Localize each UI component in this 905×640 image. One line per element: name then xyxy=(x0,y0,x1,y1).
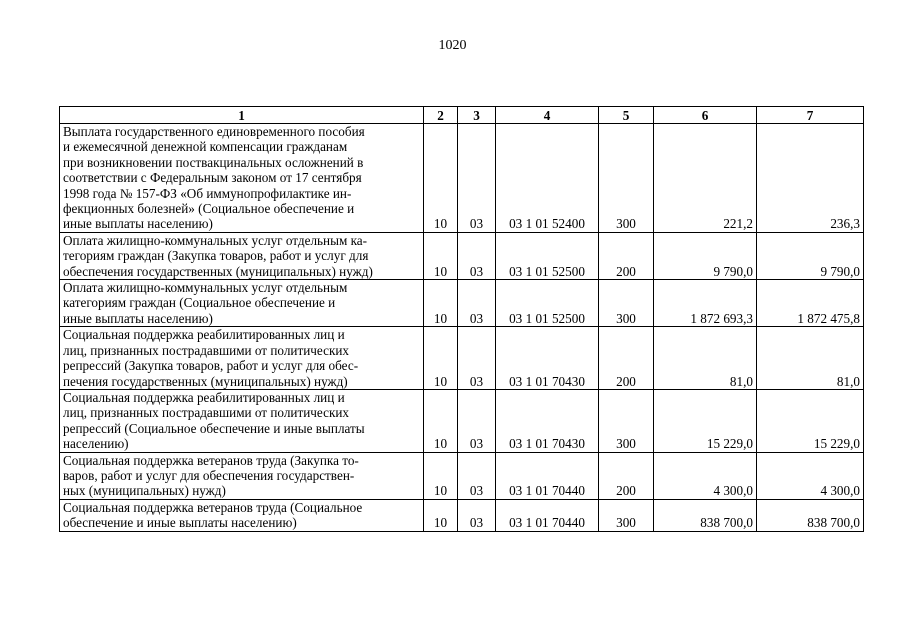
row-amount-col6: 4 300,0 xyxy=(654,452,757,499)
row-expense-type: 300 xyxy=(599,280,654,327)
row-expense-type: 300 xyxy=(599,389,654,452)
table-row xyxy=(60,389,864,452)
row-subsection: 03 xyxy=(458,499,496,531)
table-row xyxy=(60,499,864,531)
table-header-row xyxy=(60,107,864,124)
column-header-2: 2 xyxy=(424,107,458,124)
row-target-code: 03 1 01 70440 xyxy=(496,452,599,499)
table-row xyxy=(60,124,864,233)
row-section: 10 xyxy=(424,389,458,452)
page-number: 1020 xyxy=(438,38,467,53)
column-header-5: 5 xyxy=(599,107,654,124)
row-description: Социальная поддержка реабилитированных лиц и лиц, признанных пострадавшими от политических репрессий (Закупка товаров, работ и услуг для обес- печения государственных (муниципальных) нужд) xyxy=(60,327,424,390)
row-subsection: 03 xyxy=(458,280,496,327)
row-description: Социальная поддержка ветеранов труда (Социальное обеспечение и иные выплаты населению) xyxy=(60,499,424,531)
row-description: Оплата жилищно-коммунальных услуг отдельным ка- тегориям граждан (Закупка товаров, работ и услуг для обеспечения государственных (муниципальных) нужд) xyxy=(60,232,424,279)
row-amount-col7: 81,0 xyxy=(757,327,864,390)
row-target-code: 03 1 01 70430 xyxy=(496,327,599,390)
table-row xyxy=(60,232,864,279)
row-amount-col6: 15 229,0 xyxy=(654,389,757,452)
row-amount-col7: 236,3 xyxy=(757,124,864,233)
table-row xyxy=(60,280,864,327)
row-target-code: 03 1 01 70430 xyxy=(496,389,599,452)
row-description: Социальная поддержка ветеранов труда (Закупка то- варов, работ и услуг для обеспечения государствен- ных (муниципальных) нужд) xyxy=(60,452,424,499)
row-target-code: 03 1 01 70440 xyxy=(496,499,599,531)
row-expense-type: 200 xyxy=(599,452,654,499)
column-header-6: 6 xyxy=(654,107,757,124)
row-amount-col6: 1 872 693,3 xyxy=(654,280,757,327)
column-header-1: 1 xyxy=(60,107,424,124)
row-amount-col6: 838 700,0 xyxy=(654,499,757,531)
budget-table xyxy=(59,106,864,532)
row-amount-col6: 9 790,0 xyxy=(654,232,757,279)
row-section: 10 xyxy=(424,232,458,279)
row-subsection: 03 xyxy=(458,327,496,390)
row-subsection: 03 xyxy=(458,124,496,233)
row-amount-col6: 221,2 xyxy=(654,124,757,233)
row-section: 10 xyxy=(424,124,458,233)
column-header-3: 3 xyxy=(458,107,496,124)
table-row xyxy=(60,327,864,390)
column-header-4: 4 xyxy=(496,107,599,124)
row-amount-col7: 15 229,0 xyxy=(757,389,864,452)
row-section: 10 xyxy=(424,327,458,390)
column-header-7: 7 xyxy=(757,107,864,124)
row-subsection: 03 xyxy=(458,232,496,279)
row-section: 10 xyxy=(424,452,458,499)
row-target-code: 03 1 01 52500 xyxy=(496,280,599,327)
row-amount-col6: 81,0 xyxy=(654,327,757,390)
row-target-code: 03 1 01 52400 xyxy=(496,124,599,233)
row-description: Выплата государственного единовременного пособия и ежемесячной денежной компенсации гражданам при возникновении поствакцинальных осложнений в соответствии с Федеральным законом от 17 сентября 1998 года № 157-ФЗ «Об иммунопрофилактике ин- фекционных болезней» (Социальное обеспечение и иные выплаты населению) xyxy=(60,124,424,233)
row-expense-type: 300 xyxy=(599,499,654,531)
row-expense-type: 300 xyxy=(599,124,654,233)
table-row xyxy=(60,452,864,499)
row-description: Оплата жилищно-коммунальных услуг отдельным категориям граждан (Социальное обеспечение и иные выплаты населению) xyxy=(60,280,424,327)
row-amount-col7: 4 300,0 xyxy=(757,452,864,499)
row-section: 10 xyxy=(424,499,458,531)
row-subsection: 03 xyxy=(458,452,496,499)
row-amount-col7: 838 700,0 xyxy=(757,499,864,531)
row-expense-type: 200 xyxy=(599,327,654,390)
row-description: Социальная поддержка реабилитированных лиц и лиц, признанных пострадавшими от политических репрессий (Социальное обеспечение и иные выплаты населению) xyxy=(60,389,424,452)
row-subsection: 03 xyxy=(458,389,496,452)
row-target-code: 03 1 01 52500 xyxy=(496,232,599,279)
row-expense-type: 200 xyxy=(599,232,654,279)
row-section: 10 xyxy=(424,280,458,327)
row-amount-col7: 9 790,0 xyxy=(757,232,864,279)
row-amount-col7: 1 872 475,8 xyxy=(757,280,864,327)
